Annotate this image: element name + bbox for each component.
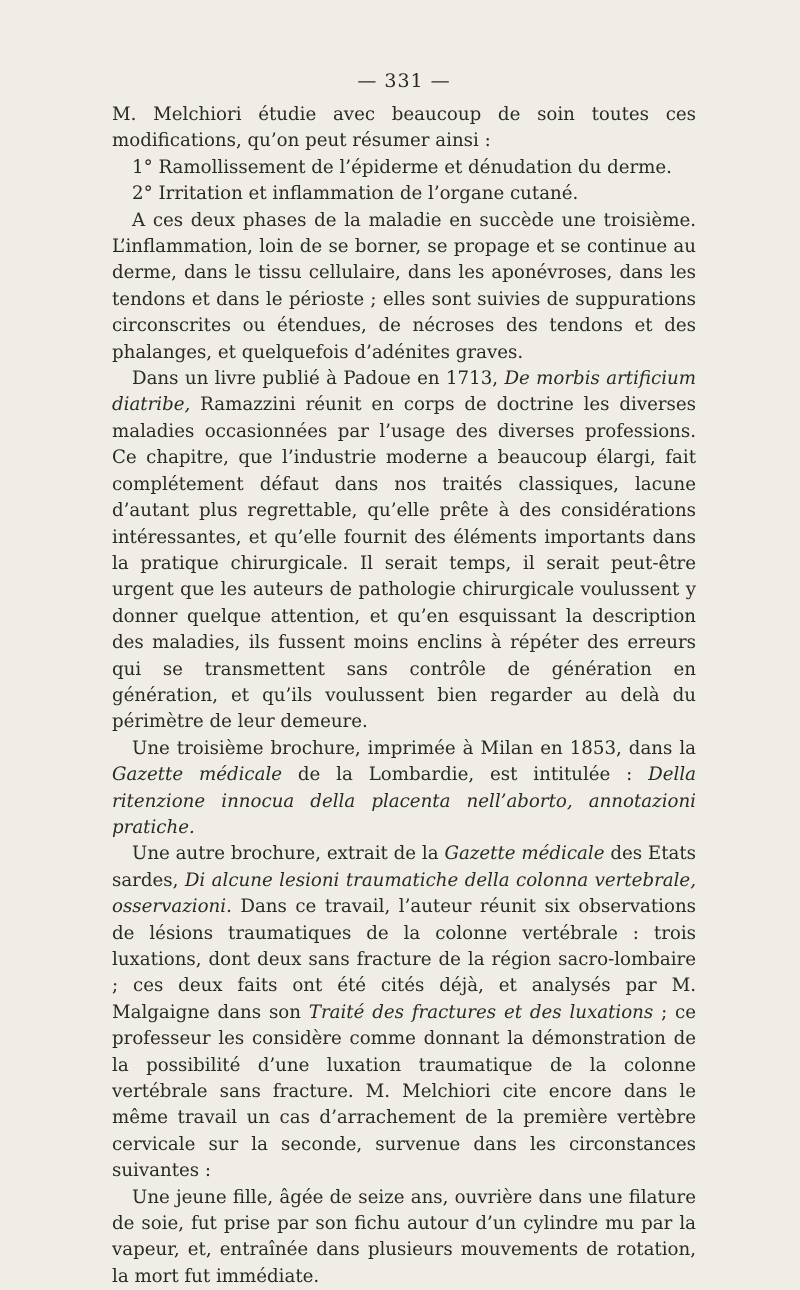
journal-gazette-medicale: Gazette médicale (112, 764, 283, 786)
journal-gazette-medicale-2: Gazette médicale (444, 843, 605, 865)
paragraph-5-text-c: Ramazzini réunit en corps de doctrine les diverses maladies occasionnées par l’usage des diverses professions. Ce chapitre, que l’industrie moderne a beaucoup élargi, fait complétement défaut dans nos traités classiques, lacune d’autant plus regrettable, qu’elle prête à des considérations intéressantes, et qu’elle fournit des éléments importants dans la pratique chirurgicale. Il serait temps, il serait peut-être urgent que les auteurs de pathologie chirurgicale voulussent y donner quelque attention, et qu’en esquissant la description des maladies, ils fussent moins enclins à répéter des erreurs qui se transmettent sans contrôle de génération en génération, et qu’ils voulussent bien regarder au delà du périmètre de leur demeure. (112, 394, 696, 733)
brochure-title-colonna: Di alcune lesioni traumatiche della colonna vertebrale, osservazioni. (112, 869, 696, 918)
paragraph-6 (112, 736, 696, 842)
paragraph-8: Une jeune fille, âgée de seize ans, ouvrière dans une filature de soie, fut prise par son fichu autour d’un cylindre mu par la vapeur, et, entraînée dans plusieurs mouvements de rotation, la mort fut immédiate. (112, 1186, 696, 1287)
paragraph-7-text-e: Dans ce travail, l’auteur réunit six observations de lésions traumatiques de la colonne vertébrale : trois luxations, dont deux sans fracture de la région sacro-lombaire ; ces deux faits ont été cités déjà, et analysés par M. Malgaigne dans son (112, 896, 696, 1023)
paragraph-3: 2° Irritation et inflammation de l’organe cutané. (132, 183, 579, 205)
paragraph-6-text-c: de la Lombardie, est intitulée : (282, 764, 649, 786)
page-number: — 331 — (357, 70, 451, 92)
book-title-de-morbis: De morbis artificium diatribe, (112, 368, 696, 416)
paragraph-7-text-g: ; ce professeur les considère comme donnant la démonstration de la possibilité d’une luxation traumatique de la colonne vertébrale sans fracture. M. Melchiori cite encore dans le même travail un cas d’arrachement de la première vertèbre cervicale sur la seconde, survenue dans les circonstances suivantes : (112, 1001, 697, 1182)
paragraph-7-text-a: Une autre brochure, extrait de la (132, 843, 445, 865)
brochure-title-placenta: Della ritenzione innocua della placenta nell’aborto, annotazioni pratiche. (112, 764, 696, 838)
body-text (112, 102, 696, 1290)
paragraph-1: M. Melchiori étudie avec beaucoup de soin toutes ces modifications, qu’on peut résumer ainsi : (112, 104, 696, 152)
paragraph-2: 1° Ramollissement de l’épiderme et dénudation du derme. (132, 156, 672, 178)
paragraph-4: A ces deux phases de la maladie en succède une troisième. L’inflammation, loin de se borner, se propage et se continue au derme, dans le tissu cellulaire, dans les aponévroses, dans les tendons et dans le périoste ; elles sont suivies de suppurations circonscrites ou étendues, de nécroses des tendons et des phalanges, et quelquefois d’adénites graves. (112, 209, 696, 363)
paragraph-5 (112, 366, 696, 736)
paragraph-5-text-a: Dans un livre publié à Padoue en 1713, (132, 368, 505, 390)
paragraph-6-text-a: Une troisième brochure, imprimée à Milan en 1853, dans la (132, 737, 696, 759)
paragraph-7-text-c: des Etats sardes, (112, 843, 696, 891)
book-title-traite-fractures: Traité des fractures et des luxations (308, 1001, 654, 1023)
paragraph-7 (112, 841, 696, 1184)
